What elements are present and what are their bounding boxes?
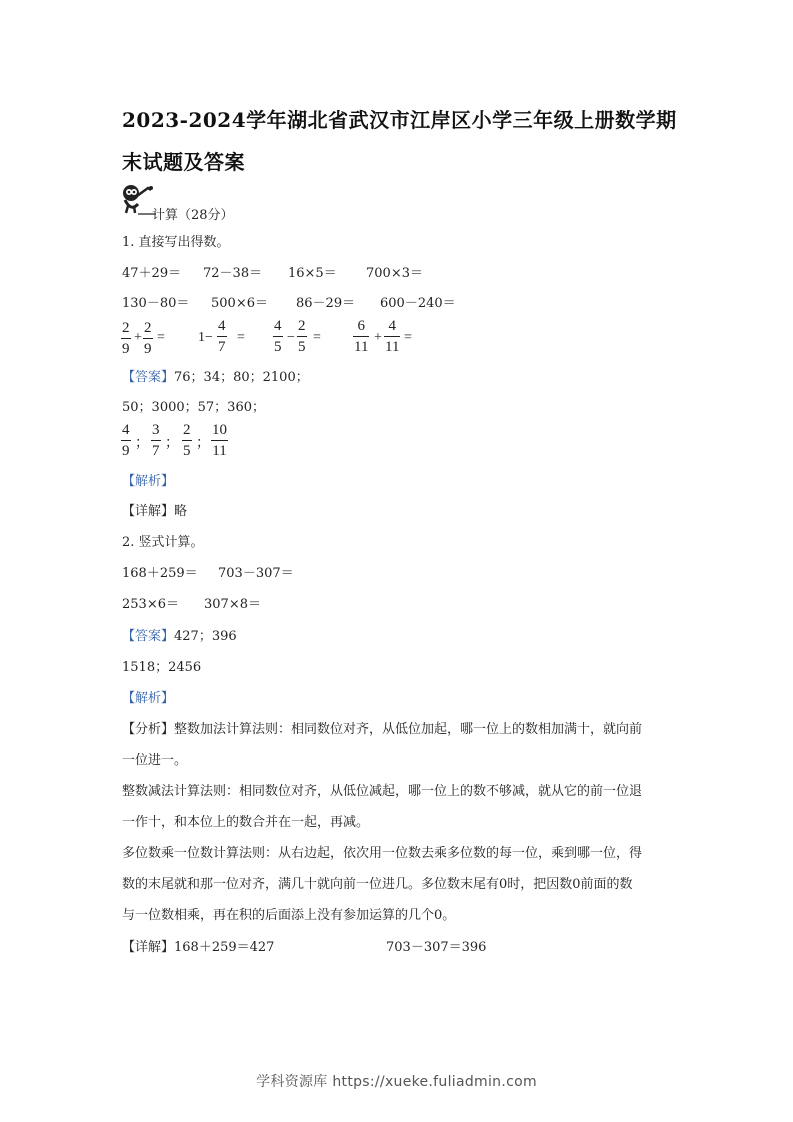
- detail-tag: 【详解】: [122, 940, 175, 955]
- q2-analysis-tag: 【解析】: [122, 691, 175, 706]
- q2-stem: 2. 竖式计算。: [122, 535, 204, 550]
- operator: +: [374, 330, 382, 345]
- fraction: $\frac{4}{9}$: [122, 422, 130, 459]
- q1-row2-item: 600－240＝: [380, 296, 456, 311]
- q2-answer-line1: [122, 625, 237, 644]
- operator: +: [134, 330, 142, 345]
- q1-answer-line1: [122, 366, 309, 385]
- q2-detail: [122, 936, 274, 955]
- page-title-line2: 末试题及答案: [122, 150, 245, 174]
- answer-tag: 【答案】: [122, 629, 175, 644]
- q2-row1-item: 703－307＝: [218, 566, 294, 581]
- answer-tag: 【答案】: [122, 370, 175, 385]
- fraction: $\frac{10}{11}$: [212, 422, 227, 459]
- q2-analysis-line: 数的末尾就和那一位对齐，满几十就向前一位进几。多位数末尾有0时，把因数0前面的数: [122, 877, 633, 892]
- q1-row2-item: 500×6＝: [211, 296, 268, 311]
- q2-analysis-line: 一作十，和本位上的数合并在一起，再减。: [122, 815, 370, 830]
- fraction: $\frac{4}{11}$: [385, 318, 400, 355]
- fraction: $\frac{2}{5}$: [183, 422, 191, 459]
- q1-row1-item: 16×5＝: [288, 266, 337, 281]
- fraction: $\frac{4}{5}$: [274, 318, 282, 355]
- answer-text: 427；396: [174, 629, 237, 644]
- q2-analysis-line: 一位进一。: [122, 753, 188, 768]
- fraction: $\frac{2}{9}$: [122, 320, 130, 357]
- separator: ；: [196, 436, 210, 451]
- q2-analysis-line: 【分析】整数加法计算法则：相同数位对齐，从低位加起，哪一位上的数相加满十，就向前: [122, 722, 643, 737]
- q1-row2-item: 86－29＝: [296, 296, 356, 311]
- cartoon-figure-icon: [120, 182, 156, 216]
- fraction: $\frac{4}{7}$: [218, 318, 226, 355]
- equals: =: [313, 330, 321, 345]
- q1-row1-item: 47＋29＝: [122, 266, 182, 281]
- equals: =: [237, 330, 245, 345]
- q1-row1-item: 72－38＝: [203, 266, 263, 281]
- separator: ；: [135, 436, 149, 451]
- fraction: $\frac{2}{9}$: [144, 320, 152, 357]
- q1-row1-item: 700×3＝: [366, 266, 423, 281]
- fraction: $\frac{6}{11}$: [354, 318, 369, 355]
- q2-row2-item: 307×8＝: [204, 597, 261, 612]
- page-title-line1: 2023-2024学年湖北省武汉市江岸区小学三年级上册数学期: [122, 108, 677, 132]
- q2-detail-2: 703－307＝396: [386, 940, 487, 955]
- q2-answer-line2: 1518；2456: [122, 660, 202, 675]
- answer-text: 76；34；80；2100；: [174, 370, 309, 385]
- q1-stem: 1. 直接写出得数。: [122, 235, 230, 250]
- q2-row1-item: 168＋259＝: [122, 566, 198, 581]
- footer-watermark: 学科资源库 https://xueke.fuliadmin.com: [256, 1074, 537, 1090]
- q1-row2-item: 130－80＝: [122, 296, 190, 311]
- section-heading: 计算（28分）: [152, 208, 234, 223]
- q1-analysis-tag: 【解析】: [122, 474, 175, 489]
- q2-analysis-line: 整数减法计算法则：相同数位对齐，从低位减起，哪一位上的数不够减，就从它的前一位退: [122, 784, 643, 799]
- operator: 1−: [198, 330, 213, 345]
- q2-analysis-line: 与一位数相乘，再在积的后面添上没有参加运算的几个0。: [122, 908, 456, 923]
- separator: ；: [165, 436, 179, 451]
- fraction: $\frac{2}{5}$: [298, 318, 306, 355]
- detail-1: 168＋259＝427: [174, 940, 275, 955]
- operator: −: [287, 330, 295, 345]
- q2-analysis-line: 多位数乘一位数计算法则：从右边起，依次用一位数去乘多位数的每一位，乘到哪一位，得: [122, 846, 643, 861]
- q1-answer-line2: 50；3000；57；360；: [122, 400, 265, 415]
- fraction: $\frac{3}{7}$: [152, 422, 160, 459]
- q2-row2-item: 253×6＝: [122, 597, 179, 612]
- q1-detail: 【详解】略: [122, 504, 188, 519]
- equals: =: [404, 330, 412, 345]
- equals: =: [157, 330, 165, 345]
